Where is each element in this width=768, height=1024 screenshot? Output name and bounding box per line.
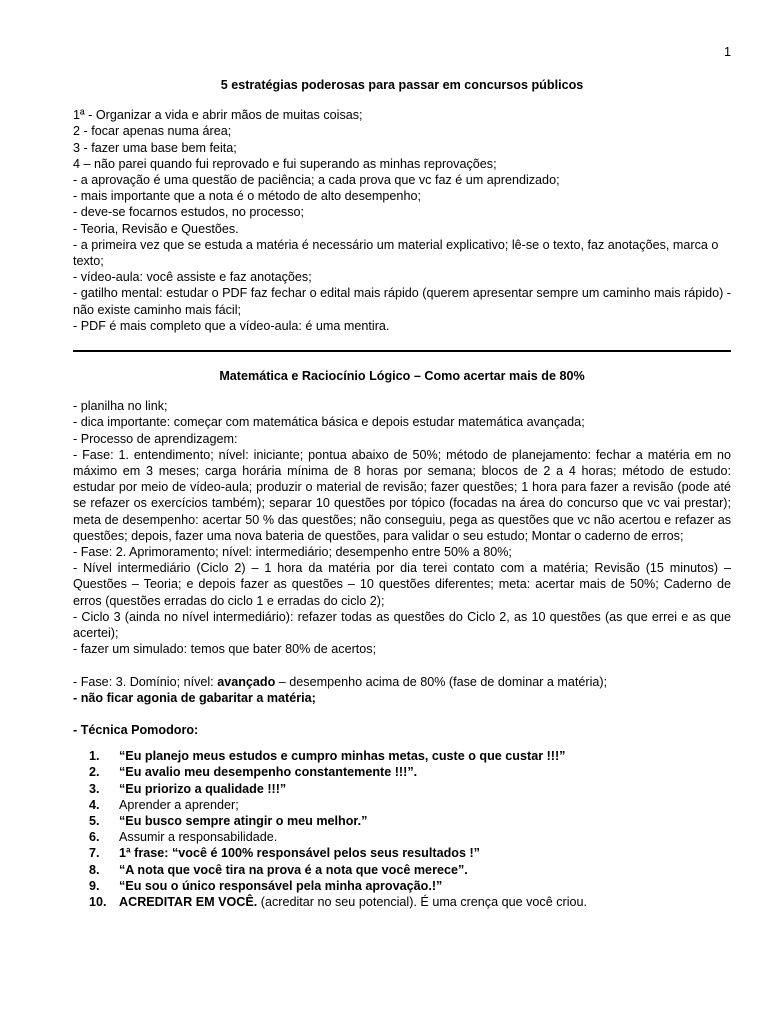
fase3-suffix: – desempenho acima de 80% (fase de dominar a matéria); [275,674,608,689]
section2-title: Matemática e Raciocínio Lógico – Como acertar mais de 80% [219,369,585,384]
agonia-line: - não ficar agonia de gabaritar a matéria; [73,690,316,705]
s2-line: - Processo de aprendizagem: [73,431,238,446]
fase3-line [73,674,731,690]
s1-line: 4 – não parei quando fui reprovado e fui superando as minhas reprovações; [73,156,497,171]
list-item [73,845,731,861]
s1-line: 1ª - Organizar a vida e abrir mãos de muitas coisas; [73,108,363,123]
s2-line: - Ciclo 3 (ainda no nível intermediário): refazer todas as questões do Ciclo 2, as 10 questões (as que errei e as que acertei); [73,609,731,641]
list-item [73,878,731,894]
section1-title: 5 estratégias poderosas para passar em concursos públicos [220,78,584,92]
list-number: 7. [89,846,100,861]
s2-line: - fazer um simulado: temos que bater 80% de acertos; [73,642,377,657]
principles-list [73,748,731,910]
list-number: 1. [89,749,100,764]
spacer [73,706,731,722]
list-item [73,813,731,829]
list-item [73,829,731,845]
page-number: 1 [723,45,731,59]
s2-line: - Fase: 1. entendimento; nível: iniciante; pontua abaixo de 50%; método de planejamento: fechar a matéria em no máximo em 3 meses; carga horária mínima de 8 horas por semana; blocos de 2 a 4 horas; método de estudo: estudar por meio de vídeo-aula; produzir o material de revisão; fazer questões; 1 hora para fazer a revisão (pode até se refazer os exercícios também); separar 10 questões por tópico (focadas na área do concurso que vc vai prestar); meta de desempenho: acertar 50 % das questões; não conseguiu, pega as questões que vc não acertou e refazer as questões; depois, fazer uma nova bateria de questões, para validar o seu estudo; Montar o caderno de erros; [73,447,731,543]
list-text: Aprender a aprender; [119,797,239,812]
list-number: 4. [89,797,100,812]
list-number: 2. [89,765,100,780]
s1-line: - a aprovação é uma questão de paciência; a cada prova que vc faz é um aprendizado; [73,173,560,188]
list-number: 3. [89,781,100,796]
s2-line: - Fase: 2. Aprimoramento; nível: intermediário; desempenho entre 50% a 80%; [73,545,512,560]
s1-line: - deve-se focarnos estudos, no processo; [73,205,305,220]
list-text: “Eu avalio meu desempenho constantemente !!!”. [119,765,418,780]
s1-line: 2 - focar apenas numa área; [73,124,232,139]
list-item [73,748,731,764]
list-item [73,894,731,910]
list-text: Assumir a responsabilidade. [119,830,278,845]
list-text: (acreditar no seu potencial). É uma crença que você criou. [257,894,588,909]
list-item [73,764,731,780]
s2-line: - planilha no link; [73,399,168,414]
list-text: “Eu sou o único responsável pela minha aprovação.!” [119,878,443,893]
list-item [73,797,731,813]
list-text: “Eu planejo meus estudos e cumpro minhas metas, custe o que custar !!!” [119,749,566,764]
list-text: “Eu priorizo a qualidade !!!” [119,781,287,796]
s1-line: 3 - fazer uma base bem feita; [73,140,237,155]
pomodoro-heading: - Técnica Pomodoro: [73,722,199,737]
list-text: “A nota que você tira na prova é a nota que você merece”. [119,862,468,877]
list-item [73,862,731,878]
list-number: 8. [89,862,100,877]
s1-line: - a primeira vez que se estuda a matéria é necessário um material explicativo; lê-se o texto, faz anotações, marca o texto; [73,237,719,269]
s1-line: - vídeo-aula: você assiste e faz anotações; [73,270,312,285]
s1-line: - Teoria, Revisão e Questões. [73,221,239,236]
list-item [73,781,731,797]
document-body [73,77,731,910]
list-text-bold: ACREDITAR EM VOCÊ. [119,894,258,909]
s2-line: - Nível intermediário (Ciclo 2) – 1 hora da matéria por dia terei contato com a matéria; Revisão (15 minutos) – Questões – Teoria; e depois fazer as questões – 10 questões diferentes; meta: acertar mais de 50%; Caderno de erros (questões erradas do ciclo 1 e erradas do ciclo 2); [73,561,731,608]
s2-line: - dica importante: começar com matemática básica e depois estudar matemática avançada; [73,415,585,430]
list-number: 10. [89,894,107,909]
fase3-prefix: - Fase: 3. Domínio; nível: [73,674,218,689]
list-number: 5. [89,813,100,828]
list-text: 1ª frase: “você é 100% responsável pelos seus resultados !” [119,846,480,861]
s1-line: - mais importante que a nota é o método de alto desempenho; [73,189,421,204]
section-divider [73,350,731,352]
list-number: 6. [89,830,100,845]
s1-line: - PDF é mais completo que a vídeo-aula: é uma mentira. [73,318,390,333]
s1-line: - gatilho mental: estudar o PDF faz fechar o edital mais rápido (querem apresentar sempre um caminho mais rápido) - não existe caminho mais fácil; [73,286,731,317]
list-number: 9. [89,878,100,893]
fase3-level: avançado [217,674,276,689]
spacer [73,658,731,674]
list-text: “Eu busco sempre atingir o meu melhor.” [119,813,368,828]
